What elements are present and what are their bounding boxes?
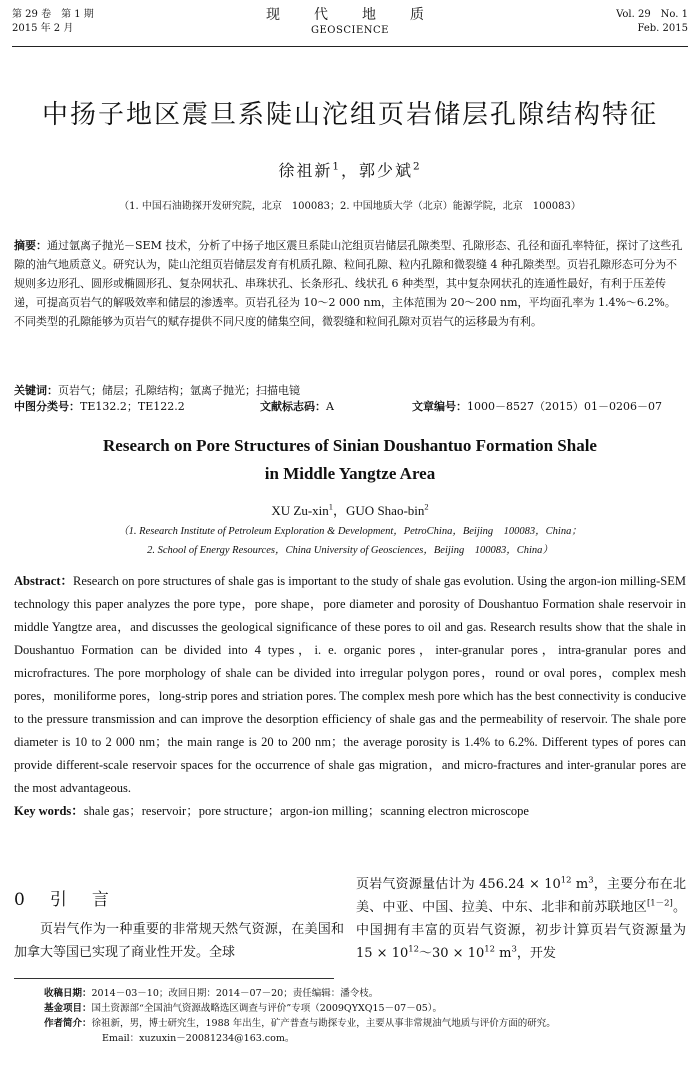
keywords-cn-label: 关键词： (14, 384, 58, 397)
footnote-author (44, 1016, 684, 1031)
article-label: 文章编号： (412, 400, 467, 413)
header-vol-en (616, 8, 688, 36)
header-date-cn: 2015 年 2 月 (12, 23, 74, 34)
clc-label: 中图分类号： (14, 400, 80, 413)
abstract-cn (14, 236, 686, 331)
keywords-en-text: shale gas；reservoir；pore structure；argon-ion milling；scanning electron microscope (83, 804, 529, 818)
section-heading-introduction: 0 引 言 (14, 890, 113, 910)
header-volume-en: Vol. 29 No. 1 (616, 9, 688, 20)
footnote-fund (44, 1001, 684, 1016)
body-right-t1: 页岩气资源量估计为 456.24 × 10 (356, 877, 561, 892)
paper-title-en (0, 432, 700, 488)
body-right-e4: 12 (484, 943, 495, 954)
body-right-t3: ，主要分布在北美、中亚、中国、拉美、中东、北非和前苏联地区 (356, 877, 686, 915)
received-text: 2014－03－10；改回日期：2014－07－20；责任编辑：潘令枝。 (91, 988, 379, 999)
body-right-e3: 12 (408, 943, 419, 954)
author-sep-en: ， (333, 503, 347, 518)
paper-title-cn: 中扬子地区震旦系陡山沱组页岩储层孔隙结构特征 (41, 100, 658, 130)
author-1-cn-aff: 1 (332, 160, 341, 173)
keywords-en (14, 800, 686, 823)
keywords-and-classification (14, 383, 686, 415)
body-right-t4: 。中国拥有丰富的页岩气资源，初步计算页岩气资源量为 15 × 10 (356, 900, 686, 961)
affiliation-en (0, 522, 700, 560)
abstract-en-text: Research on pore structures of shale gas is important to the study of shale gas evolution. Using the argon-ion milling-SEM technology this paper analyzes the pore type，pore shape，pore diameter and porosity of Doushantuo Formation shale reservoir in middle Yangtze area，and discusses the geological significance of these pores to oil and gas. Research results show that the shale in Doushantuo Formation can be divided into 4 types，i. e. organic pores，inter-granular pores，intra-granular pores and microfractures. The pore morphology of shale can be divided into irregular polygon pores，round or oval pores，complex mesh pores，moniliforme pores，long-strip pores and striation pores. The complex mesh pore which has the best connectivity is conducive to the pressure transmission and can improve the desorption efficiency of shale gas and the permeability of reservoir. The shale pore diameter is 10 to 2 000 nm；the main range is 20 to 200 nm；the average porosity is 1.4% to 6.2%. Different types of pores can provide different-scale reservoir spaces for the occurrence of shale gas migration，and micro-fractures and inter-granular pores are the most advantageous. (14, 574, 686, 795)
author-bio-text: 徐祖新，男，博士研究生，1988 年出生，矿产普查与勘探专业，主要从事非常规油气地质与评价方面的研究。 (91, 1018, 556, 1029)
header-journal (0, 6, 700, 37)
body-right-t6: m (495, 946, 512, 961)
body-column-left: 页岩气作为一种重要的非常规天然气资源，在美国和加拿大等国已实现了商业性开发。全球 (14, 922, 344, 960)
author-sep-cn: ， (340, 161, 359, 180)
body-right-e2: 3 (588, 874, 594, 885)
body-right-t2: m (571, 877, 589, 892)
affiliation-cn: （1. 中国石油勘探开发研究院，北京 100083；2. 中国地质大学（北京）能源学院，北京 100083） (119, 201, 581, 212)
paper-title-en-line1: Research on Pore Structures of Sinian Doushantuo Formation Shale (103, 436, 597, 455)
fund-label: 基金项目： (44, 1003, 92, 1014)
journal-title-en: GEOSCIENCE (311, 25, 389, 36)
abstract-en (14, 570, 686, 823)
author-1-cn: 徐祖新 (278, 161, 333, 180)
authors-en (0, 500, 700, 519)
body-right-e5: 3 (511, 943, 517, 954)
authors-cn (0, 158, 700, 181)
author-1-en-aff: 1 (328, 501, 334, 512)
article-number (412, 399, 662, 415)
keywords-en-label: Key words： (14, 804, 84, 818)
keywords-cn-text: 页岩气；储层；孔隙结构；氩离子抛光；扫描电镜 (58, 384, 300, 397)
footnote-divider (14, 978, 334, 979)
footnote-received (44, 986, 684, 1001)
body-right-e1: 12 (560, 874, 572, 885)
abstract-en-body (14, 570, 686, 800)
abstract-cn-text: 通过氩离子抛光－SEM 技术，分析了中扬子地区震旦系陡山沱组页岩储层孔隙类型、孔隙形态、孔径和面孔率特征，探讨了这些孔隙的油气地质意义。研究认为，陡山沱组页岩储层发育有机质孔隙、粒间孔隙、粒内孔隙和微裂缝 4 种孔隙类型。页岩孔隙形态可分为不规则多边形孔、圆形或椭圆形孔、复杂网状孔、串珠状孔、长条形孔、线状孔 6 种类型，其中复杂网状孔的连通性最好，有利于压差传递，可提高页岩气的解吸效率和储层的渗透率。页岩孔径为 10～2 000 nm，主体范围为 20～200 nm，平均面孔率为 1.4%～6.2%。不同类型的孔隙能够为页岩气的赋存提供不同尺度的储集空间，微裂缝和粒间孔隙对页岩气的运移最为有利。 (14, 239, 683, 328)
citation-1-2: [1－2] (646, 897, 673, 908)
paper-title-en-line2: in Middle Yangtze Area (264, 464, 436, 483)
header-volume: 第 29 卷 第 1 期 (12, 9, 94, 20)
header-date-en: Feb. 2015 (637, 23, 688, 34)
author-2-en: GUO Shao-bin (346, 503, 425, 518)
fund-text: 国土资源部“全国油气资源战略选区调查与评价”专项（2009QYXQ15－07－05）。 (91, 1003, 443, 1014)
doc-code (260, 399, 334, 415)
author-bio-label: 作者简介： (44, 1018, 92, 1029)
author-1-en: XU Zu-xin (271, 503, 329, 518)
journal-title-cn: 现 代 地 质 (266, 7, 434, 23)
body-column-right (356, 873, 686, 965)
classification-row (14, 399, 686, 415)
author-2-cn-aff: 2 (413, 160, 422, 173)
received-label: 收稿日期： (44, 988, 92, 999)
clc-code (14, 399, 185, 415)
body-right-t7: ，开发 (516, 946, 556, 961)
doc-label: 文献标志码： (260, 400, 326, 413)
author-2-cn: 郭少斌 (359, 161, 414, 180)
article-value: 1000－8527（2015）01－0206－07 (467, 400, 662, 413)
affiliation-en-line1: （1. Research Institute of Petroleum Exploration & Development，PetroChina，Beijing 100083，China； (118, 526, 582, 537)
body-right-t5: ～30 × 10 (419, 946, 485, 961)
footnotes (44, 986, 684, 1046)
doc-value: A (326, 400, 334, 413)
author-2-en-aff: 2 (424, 501, 429, 512)
footnote-email: Email：xuzuxin－20081234@163.com。 (102, 1033, 295, 1044)
header-divider (12, 46, 688, 47)
clc-value: TE132.2；TE122.2 (80, 400, 185, 413)
abstract-cn-label: 摘要： (14, 239, 47, 252)
affiliation-en-line2: 2. School of Energy Resources，China University of Geosciences，Beijing 100083，China） (147, 545, 553, 556)
abstract-en-label: Abstract： (14, 574, 74, 588)
keywords-cn (14, 383, 686, 399)
